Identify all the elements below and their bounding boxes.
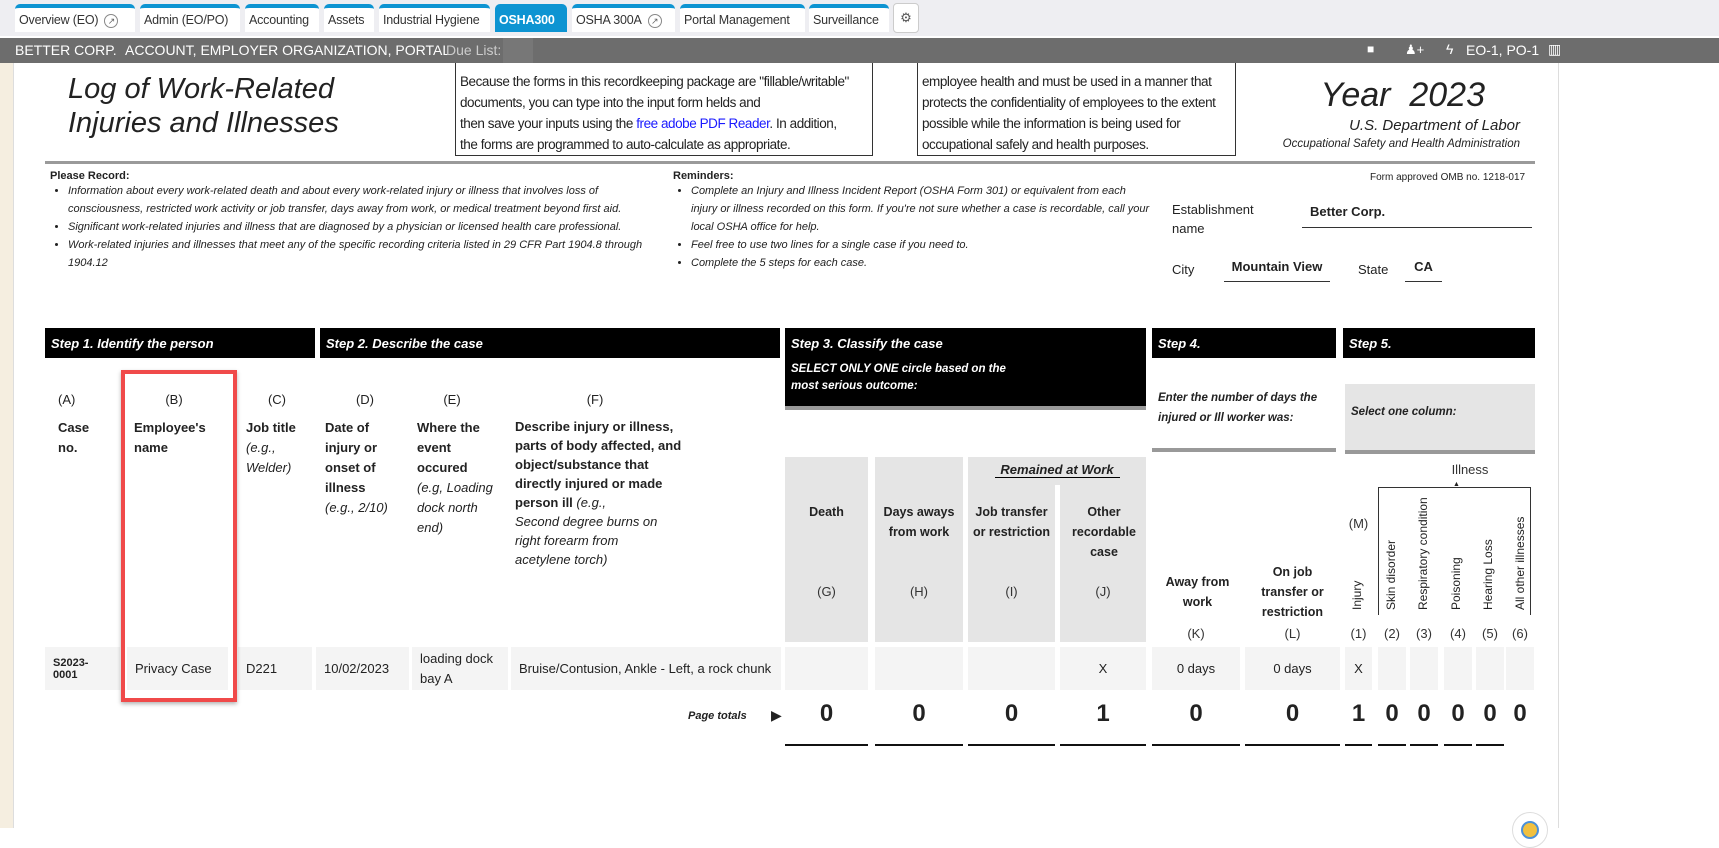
column-h-header <box>875 457 963 642</box>
tab-osha300a[interactable] <box>572 4 675 32</box>
type-label-skin: Skin disorder <box>1384 539 1398 610</box>
column-label: Case no. <box>58 420 90 455</box>
record-item: • Significant work-related injuries and illness that are diagnosed by a physician or licensed health care professional. <box>68 218 665 236</box>
column-hint: (e.g., Welder) <box>246 440 292 475</box>
column-label: Other recordable case <box>1072 505 1136 559</box>
type-label-other: All other illnesses <box>1513 516 1527 610</box>
title-line: Injuries and Illnesses <box>68 107 339 139</box>
total-underline <box>1152 744 1240 746</box>
settings-gears-icon[interactable]: ⚙ <box>893 3 919 33</box>
total-respiratory: 0 <box>1417 700 1431 727</box>
total-underline <box>1444 744 1472 746</box>
establishment-name-field[interactable]: Better Corp. <box>1302 200 1532 228</box>
column-hint: Second degree burns on right forearm from acetylene torch) <box>515 514 658 567</box>
tab-osha300[interactable]: OSHA300 <box>495 4 567 32</box>
record-item: • Work-related injuries and illnesses that meet any of the specific recording criteria listed in 29 CFR Part 1904.8 through 1904.12 <box>68 236 665 272</box>
column-letter: (B) <box>165 392 183 407</box>
arrow-up-icon: ▲ <box>1453 481 1460 488</box>
city-field[interactable]: Mountain View <box>1224 256 1330 282</box>
video-icon[interactable]: ■ <box>1367 42 1375 56</box>
column-label: Employee's name <box>134 420 206 455</box>
tab-industrial-hygiene[interactable]: Industrial Hygiene <box>379 4 490 32</box>
tab-admin[interactable]: Admin (EO/PO) <box>140 4 240 32</box>
adobe-reader-link[interactable]: free adobe PDF Reader <box>636 116 770 131</box>
tab-assets[interactable]: Assets <box>324 4 374 32</box>
step5-header: Step 5. <box>1343 328 1535 358</box>
total-transfer-days: 0 <box>1285 700 1300 727</box>
total-poisoning: 0 <box>1451 700 1465 727</box>
column-c-header <box>246 390 308 478</box>
step3-subtitle: SELECT ONLY ONE circle based on the most serious outcome: <box>791 363 1006 392</box>
omb-number: Form approved OMB no. 1218-017 <box>1370 172 1526 183</box>
module-tab-bar <box>0 0 1719 36</box>
total-other-illness: 0 <box>1513 700 1527 727</box>
reminder-item: • Complete the 5 steps for each case. <box>691 254 1153 272</box>
job-title-cell[interactable]: D221 <box>238 647 312 690</box>
section-heading: Reminders: <box>673 170 734 182</box>
total-days-away: 0 <box>912 700 926 727</box>
total-underline <box>1476 744 1504 746</box>
case-number-cell[interactable]: S2023-0001 <box>45 647 120 690</box>
chat-icon <box>1521 821 1539 839</box>
away-days-cell[interactable]: 0 days <box>1152 647 1240 690</box>
reminder-item: • Complete an Injury and Illness Incident Report (OSHA Form 301) or equivalent from each injury or illness recorded on this form. If you're not sure whether a case is recordable, call your local OSHA office for help. <box>691 182 1153 236</box>
fillable-note-box <box>455 63 873 156</box>
column-j-header <box>1060 485 1146 642</box>
step4-subtitle: Enter the number of days the injured or Ill worker was: <box>1152 388 1336 452</box>
column-e-header <box>417 390 507 538</box>
note-line: Because the forms in this recordkeeping package are "fillable/writable" <box>460 74 849 89</box>
column-l-letter: (L) <box>1284 626 1301 641</box>
column-f-header <box>515 390 695 569</box>
section-heading: Please Record: <box>50 170 130 182</box>
note-line <box>460 113 868 134</box>
tab-accounting[interactable]: Accounting <box>245 4 319 32</box>
column-letter: (J) <box>1095 584 1111 599</box>
attention-box <box>917 63 1236 156</box>
total-job-transfer: 0 <box>1004 700 1019 727</box>
column-d-header <box>325 390 405 518</box>
column-i-header <box>968 485 1055 642</box>
state-label: State <box>1358 262 1389 277</box>
hearing-cell[interactable] <box>1476 647 1504 690</box>
please-record-section <box>50 170 665 272</box>
total-underline <box>875 744 963 746</box>
attention-line: possible while the information is being used for <box>922 116 1181 131</box>
attention-line: occupational safely and health purposes. <box>922 137 1149 152</box>
due-list-label: Due List: <box>446 42 502 58</box>
note-text: then save your inputs using the <box>460 116 637 131</box>
column-label: Death <box>809 505 844 519</box>
arrow-right-icon: ▶ <box>771 707 782 723</box>
skin-cell[interactable] <box>1378 647 1406 690</box>
date-cell[interactable]: 10/02/2023 <box>316 647 409 690</box>
poisoning-cell[interactable] <box>1444 647 1472 690</box>
type-label-respiratory: Respiratory condition <box>1416 497 1430 610</box>
note-line: documents, you can type into the input form helds and <box>460 95 761 110</box>
total-other: 1 <box>1096 700 1110 727</box>
type-number: (3) <box>1416 626 1432 641</box>
total-death: 0 <box>819 700 834 727</box>
agency: Occupational Safety and Health Administration <box>1282 138 1520 150</box>
note-line: the forms are programmed to auto-calculate as appropriate. <box>460 137 791 152</box>
total-underline <box>968 744 1055 746</box>
chart-icon[interactable]: ▥ <box>1548 41 1562 57</box>
column-hint: (e.g., 2/10) <box>325 500 388 515</box>
context-bar <box>0 38 1719 63</box>
column-letter: (D) <box>355 392 375 407</box>
type-label-hearing: Hearing Loss <box>1481 539 1495 610</box>
type-label-poisoning: Poisoning <box>1449 557 1463 610</box>
total-underline <box>1060 744 1146 746</box>
lightning-icon[interactable]: ϟ <box>1446 41 1454 57</box>
help-chat-button[interactable] <box>1512 812 1548 848</box>
page-totals-label: Page totals <box>688 710 747 722</box>
add-user-icon[interactable]: ♟+ <box>1405 42 1425 57</box>
city-label: City <box>1172 262 1195 277</box>
left-gutter <box>0 63 14 828</box>
tab-label: Overview (EO) <box>19 13 99 27</box>
attention-line: protects the confidentiality of employees to the extent <box>922 95 1216 110</box>
respiratory-cell[interactable] <box>1410 647 1438 690</box>
column-l-label: On job transfer or restriction <box>1261 565 1324 619</box>
type-number: (4) <box>1450 626 1466 641</box>
type-number: (2) <box>1384 626 1400 641</box>
context-path: ACCOUNT, EMPLOYER ORGANIZATION, PORTAL <box>125 42 451 58</box>
total-hearing: 0 <box>1483 700 1497 727</box>
state-field[interactable]: CA <box>1405 256 1442 282</box>
establishment-label: Establishment name <box>1172 202 1254 236</box>
death-cell[interactable] <box>785 647 868 690</box>
total-underline <box>1410 744 1438 746</box>
column-k-label: Away from work <box>1165 575 1230 609</box>
illness-label: Illness <box>1451 462 1489 477</box>
location-cell[interactable]: loading dock bay A <box>412 647 508 690</box>
total-underline <box>785 744 868 746</box>
total-underline <box>1345 744 1372 746</box>
due-list-value[interactable] <box>503 38 533 63</box>
employee-name-highlight <box>121 370 237 702</box>
description-cell[interactable]: Bruise/Contusion, Ankle - Left, a rock chunk <box>511 647 781 690</box>
column-hint: (e.g, Loading dock north end) <box>417 480 493 535</box>
column-g-header <box>785 457 868 642</box>
step3-title: Step 3. Classify the case <box>791 336 943 351</box>
type-label-injury: Injury <box>1350 580 1364 610</box>
employee-name-cell[interactable]: Privacy Case <box>127 647 228 690</box>
remained-at-work-header <box>968 457 1146 485</box>
type-number: (1) <box>1350 626 1367 641</box>
transfer-days-cell[interactable]: 0 days <box>1245 647 1340 690</box>
step4-header: Step 4. <box>1152 328 1336 358</box>
step1-header: Step 1. Identify the person <box>45 328 315 358</box>
column-label: Date of injury or onset of illness <box>325 420 378 495</box>
column-label: Job title <box>246 420 296 435</box>
step5-subtitle: Select one column: <box>1345 384 1535 454</box>
total-underline <box>1378 744 1406 746</box>
column-label: Days aways from work <box>883 505 955 539</box>
step2-header: Step 2. Describe the case <box>320 328 780 358</box>
column-letter: (I) <box>1005 584 1018 599</box>
other-recordable-cell[interactable]: X <box>1060 647 1146 690</box>
type-number: (5) <box>1482 626 1498 641</box>
column-letter: (F) <box>586 392 604 407</box>
tab-portal-management[interactable]: Portal Management <box>680 4 805 32</box>
days-away-cell[interactable] <box>875 647 963 690</box>
page-right-edge <box>1558 63 1559 828</box>
tab-label: OSHA 300A <box>576 13 642 27</box>
injury-cell[interactable]: X <box>1345 647 1372 690</box>
tab-overview[interactable] <box>15 4 135 32</box>
note-text: . In addition, <box>769 116 837 131</box>
column-letter: (A) <box>58 392 76 407</box>
department: U.S. Department of Labor <box>1349 117 1520 134</box>
column-letter: (C) <box>267 392 287 407</box>
divider <box>45 161 1535 164</box>
column-letter: (H) <box>909 584 929 599</box>
form-title <box>68 72 339 140</box>
total-away-days: 0 <box>1189 700 1203 727</box>
title-line: Log of Work-Related <box>68 73 334 105</box>
column-label: Job transfer or restriction <box>972 505 1051 539</box>
attention-line: employee health and must be used in a manner that <box>922 74 1212 89</box>
year: Year 2023 <box>1320 76 1485 114</box>
remained-label: Remained at Work <box>995 462 1120 478</box>
external-link-icon[interactable]: ↗ <box>648 14 662 28</box>
column-letter: (G) <box>817 584 836 599</box>
column-letter: (E) <box>443 392 461 407</box>
user-roles[interactable]: EO-1, PO-1 <box>1466 42 1540 58</box>
total-underline <box>1245 744 1340 746</box>
type-number: (6) <box>1512 626 1528 641</box>
reminders-section <box>673 170 1153 272</box>
step3-header <box>785 328 1146 410</box>
total-injury: 1 <box>1351 700 1366 727</box>
other-illness-cell[interactable] <box>1506 647 1534 690</box>
column-hint: (e.g., <box>576 495 607 510</box>
record-item: • Information about every work-related death and about every work-related injury or illness that involves loss of consciousness, restricted work activity or job transfer, days away from work, or medical treatment beyond first aid. <box>68 182 665 218</box>
column-m-letter: (M) <box>1348 516 1369 531</box>
company-name: BETTER CORP. <box>15 42 117 58</box>
column-a-header <box>58 390 118 458</box>
column-label: Where the event occured <box>417 420 480 475</box>
year-block <box>1240 76 1520 150</box>
column-k-letter: (K) <box>1187 626 1205 641</box>
external-link-icon[interactable]: ↗ <box>104 14 118 28</box>
reminder-item: • Feel free to use two lines for a single case if you need to. <box>691 236 1153 254</box>
tab-surveillance[interactable]: Surveillance <box>809 4 889 32</box>
total-skin: 0 <box>1385 700 1399 727</box>
job-transfer-cell[interactable] <box>968 647 1055 690</box>
column-label: Describe injury or illness, parts of body affected, and object/substance that directly injured or made person ill <box>515 419 682 510</box>
